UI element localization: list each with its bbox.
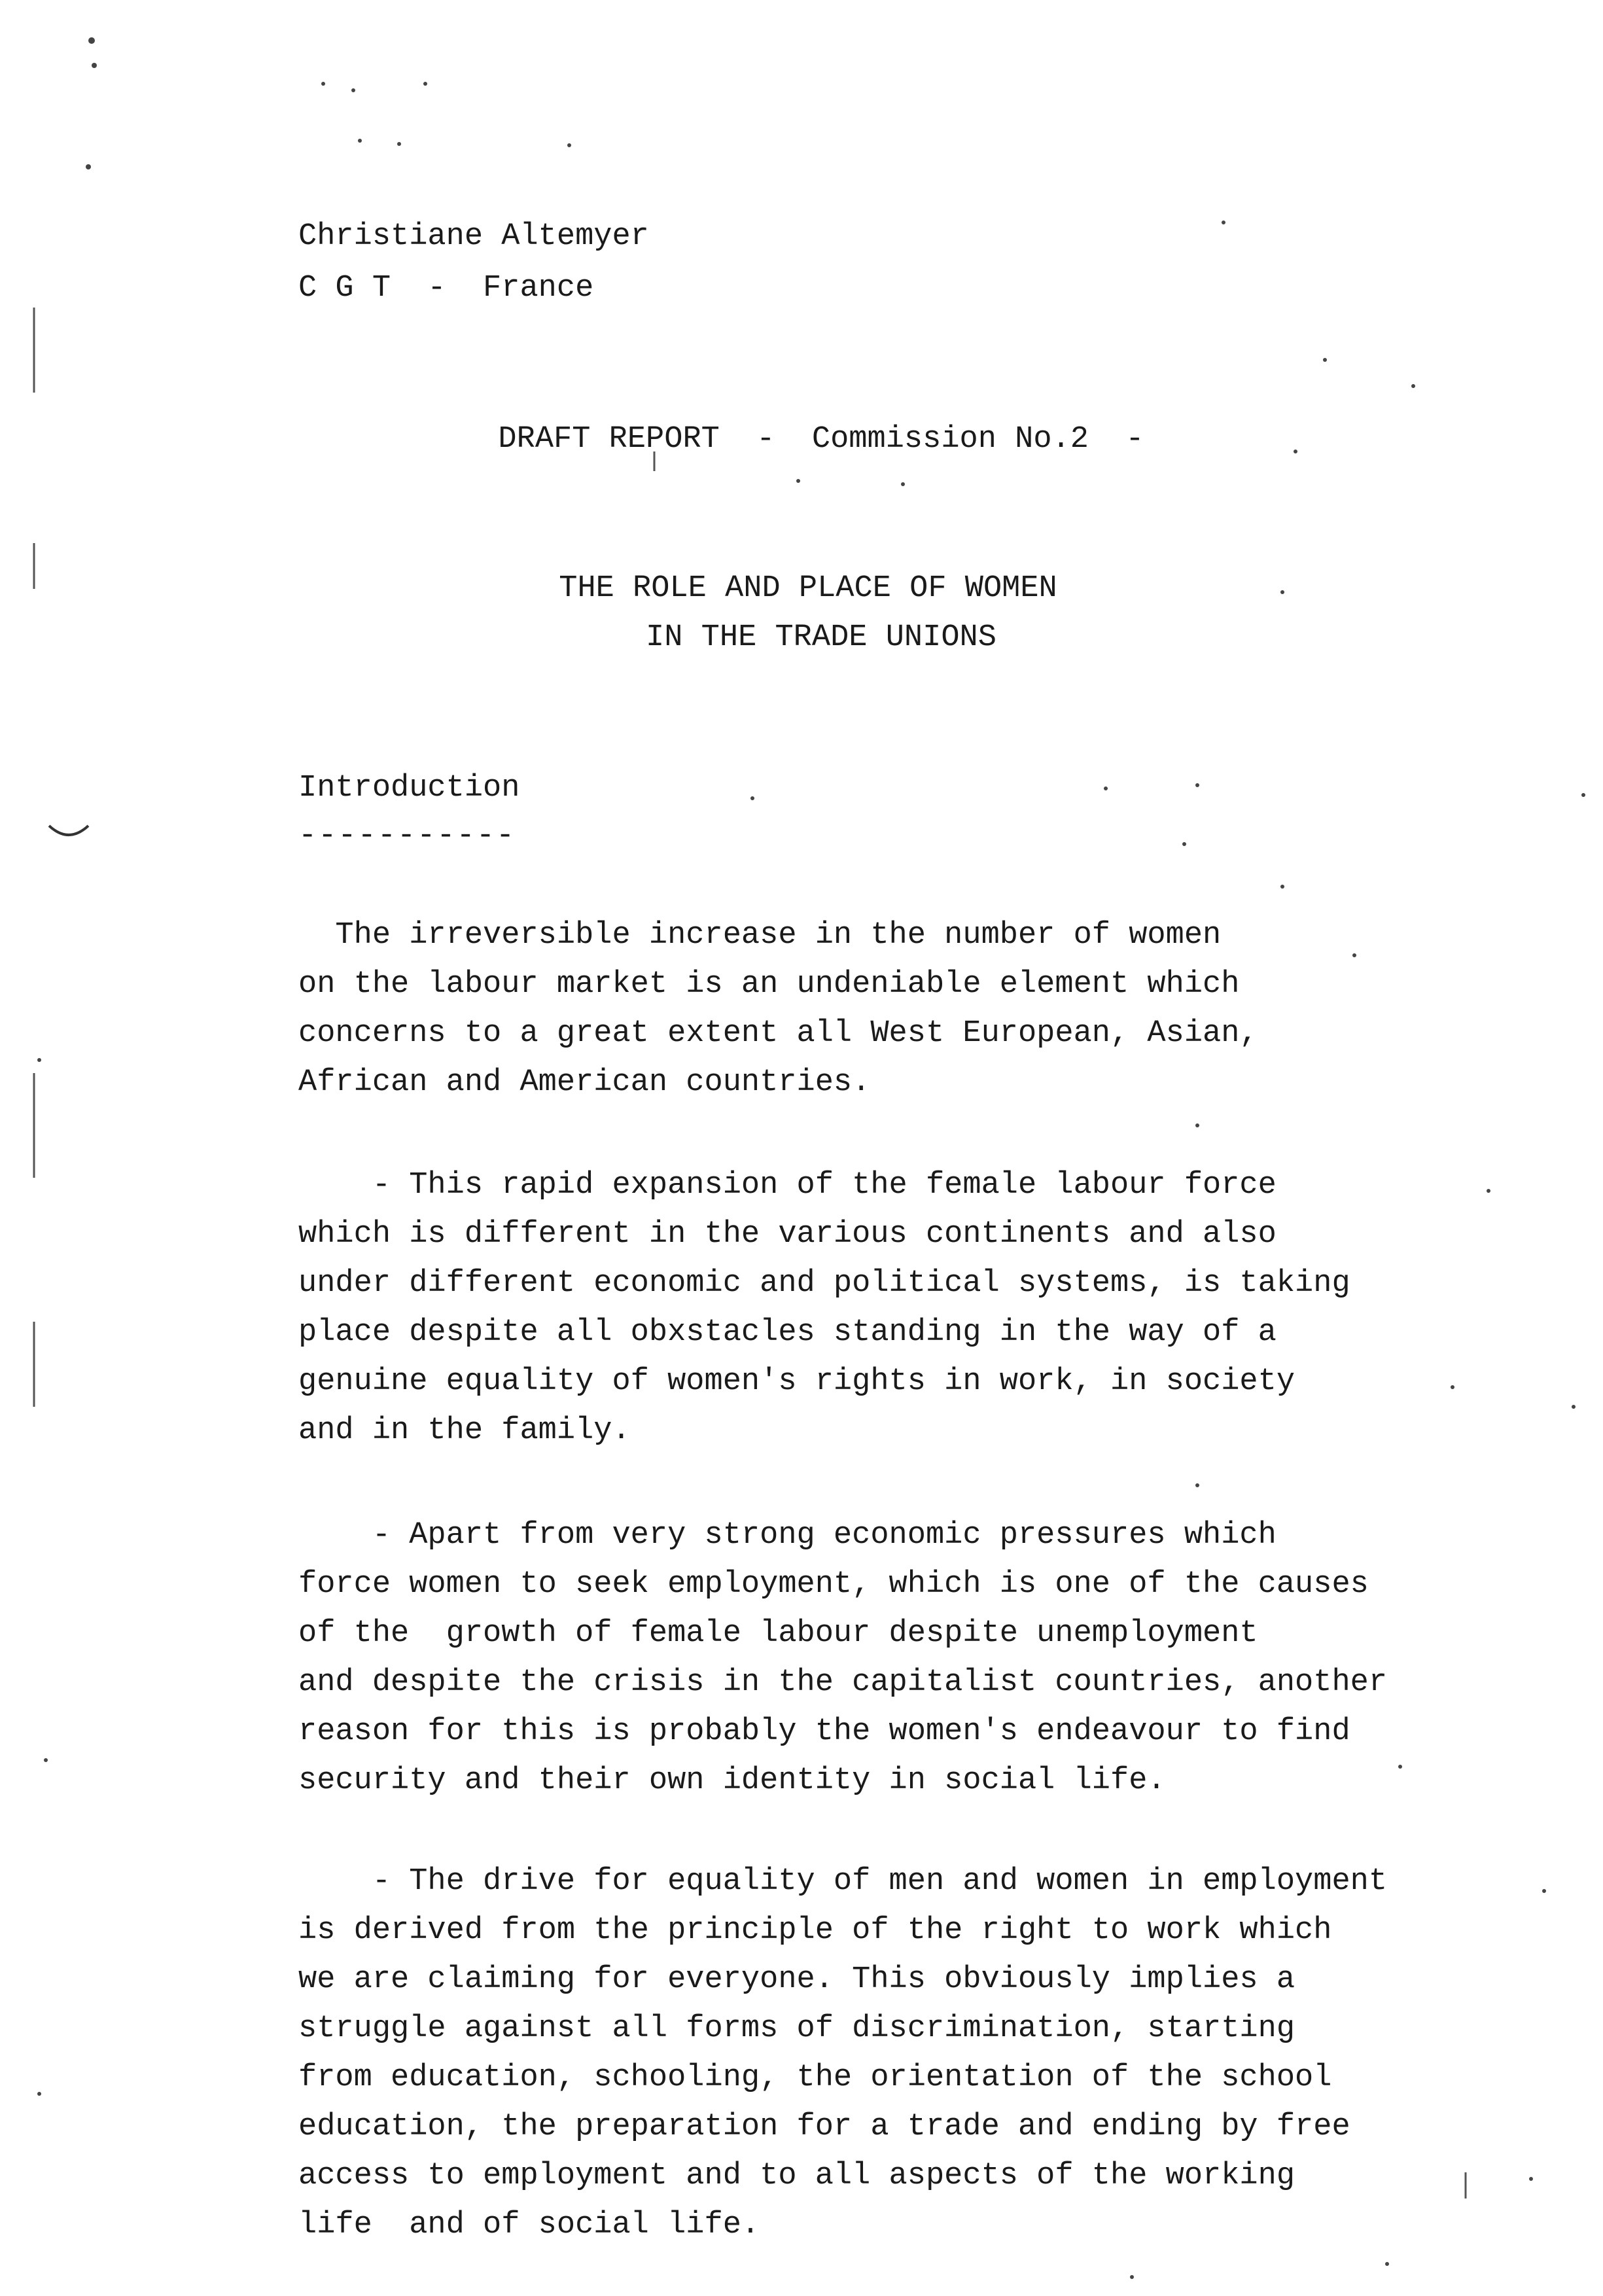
paragraph-line: and despite the crisis in the capitalist countries, another — [298, 1665, 1388, 1700]
section-heading: Introduction — [298, 771, 520, 805]
paragraph-line: - Apart from very strong economic pressures which — [298, 1518, 1277, 1553]
author-organisation: C G T - France — [298, 271, 594, 306]
paragraph-line: security and their own identity in social life. — [298, 1763, 1166, 1798]
section-underline: ----------- — [298, 819, 516, 853]
paragraph-line: reason for this is probably the women's endeavour to find — [298, 1714, 1350, 1749]
author-name: Christiane Altemyer — [298, 219, 649, 254]
paragraph-line: we are claiming for everyone. This obviously implies a — [298, 1962, 1295, 1997]
paragraph-line: struggle against all forms of discrimination, starting — [298, 2011, 1295, 2046]
paragraph-line: from education, schooling, the orientation of the school — [298, 2060, 1332, 2095]
paragraph-line: - This rapid expansion of the female labour force — [298, 1168, 1277, 1203]
paragraph-line: access to employment and to all aspects of the working — [298, 2159, 1295, 2193]
paragraph-line: African and American countries. — [298, 1065, 871, 1100]
paragraph-line: force women to seek employment, which is one of the causes — [298, 1567, 1369, 1602]
paragraph-line: The irreversible increase in the number of women — [298, 918, 1222, 953]
report-line: DRAFT REPORT - Commission No.2 - — [498, 422, 1144, 457]
paragraph-line: is derived from the principle of the right to work which — [298, 1913, 1332, 1948]
paragraph-line: life and of social life. — [298, 2208, 760, 2242]
paragraph-line: education, the preparation for a trade and ending by free — [298, 2110, 1350, 2144]
paragraph-line: concerns to a great extent all West European, Asian, — [298, 1016, 1258, 1051]
paragraph-line: place despite all obxstacles standing in the way of a — [298, 1315, 1277, 1350]
paragraph-line: and in the family. — [298, 1413, 631, 1448]
paragraph-line: under different economic and political systems, is taking — [298, 1266, 1350, 1301]
paragraph-line: of the growth of female labour despite unemployment — [298, 1616, 1258, 1651]
paragraph-line: - The drive for equality of men and women in employment — [298, 1864, 1388, 1899]
title-line-2: IN THE TRADE UNIONS — [646, 620, 996, 655]
paragraph-line: which is different in the various continents and also — [298, 1217, 1277, 1252]
paragraph-line: genuine equality of women's rights in work, in society — [298, 1364, 1295, 1399]
title-line-1: THE ROLE AND PLACE OF WOMEN — [559, 571, 1057, 606]
paragraph-line: on the labour market is an undeniable element which — [298, 967, 1240, 1002]
